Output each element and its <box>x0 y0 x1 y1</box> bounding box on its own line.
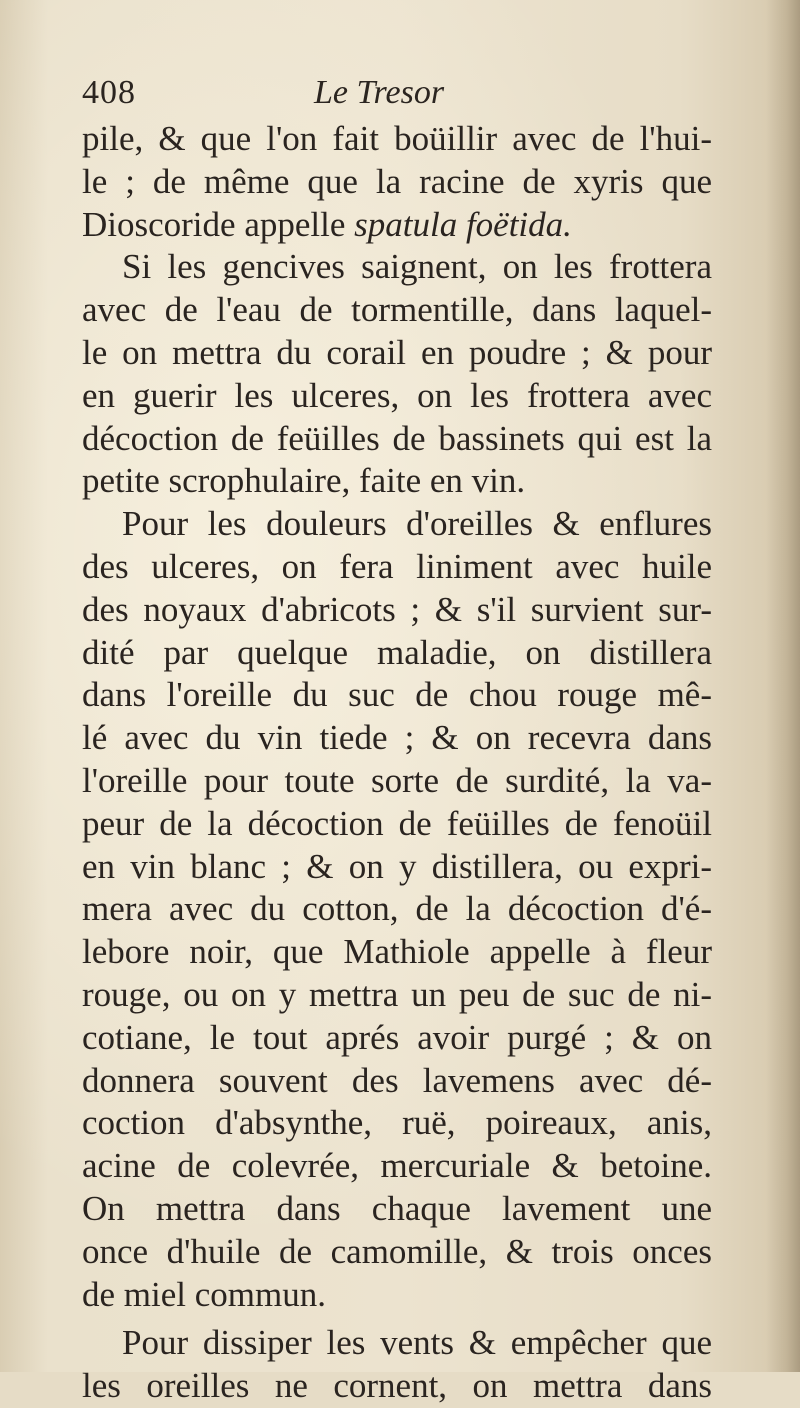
text-line: avec de l'eau de tormentille, dans laquel- <box>82 290 712 330</box>
text-line: peur de la décoction de feüilles de fenoüil <box>82 803 712 843</box>
text-line: lebore noir, que Mathiole appelle à fleur <box>82 932 712 972</box>
text-line: cotiane, le tout aprés avoir purgé ; & on <box>82 1017 712 1057</box>
text-line: rouge, ou on y mettra un peu de suc de ni- <box>82 974 712 1014</box>
text-line: mera avec du cotton, de la décoction d'é- <box>82 889 712 929</box>
text-line: dans l'oreille du suc de chou rouge mê- <box>82 675 712 715</box>
text-line: des noyaux d'abricots ; & s'il survient sur- <box>82 589 712 629</box>
text-line: lé avec du vin tiede ; & on recevra dans <box>82 718 712 758</box>
text-line: le on mettra du corail en poudre ; & pour <box>82 332 712 372</box>
text-line: once d'huile de camomille, & trois onces <box>82 1231 712 1271</box>
page-gutter-shadow <box>766 0 800 1372</box>
text-line: des ulceres, on fera liniment avec huile <box>82 546 712 586</box>
text-line: dité par quelque maladie, on distillera <box>82 632 712 672</box>
text-line: coction d'absynthe, ruë, poireaux, anis, <box>82 1103 712 1143</box>
italic-phrase: spatula foëtida. <box>354 204 572 244</box>
text-line: les oreilles ne cornent, on mettra dans <box>82 1366 712 1406</box>
paragraph-last-line: petite scrophulaire, faite en vin. <box>82 461 526 501</box>
paragraph-first-line: Pour dissiper les vents & empêcher que <box>122 1323 712 1363</box>
text-line: On mettra dans chaque lavement une <box>82 1188 712 1228</box>
page-header <box>82 72 722 122</box>
text-line: acine de colevrée, mercuriale & betoine. <box>82 1146 712 1186</box>
body-text <box>82 118 712 1408</box>
page-number: 408 <box>82 74 136 111</box>
paragraph-last-line: de miel commun. <box>82 1274 326 1314</box>
text-line: pile, & que l'on fait boüillir avec de l'hui- <box>82 119 712 158</box>
paragraph-first-line: Pour les douleurs d'oreilles & enflures <box>122 504 712 544</box>
text-line: le ; de même que la racine de xyris que <box>82 161 712 201</box>
paragraph-first-line: Si les gencives saignent, on les frottera <box>122 247 712 287</box>
text-line: l'oreille pour toute sorte de surdité, la va- <box>82 760 712 800</box>
text-line: donnera souvent des lavemens avec dé- <box>82 1060 712 1100</box>
text-line <box>82 204 712 247</box>
running-title: Le Tresor <box>314 74 445 111</box>
text-line: en vin blanc ; & on y distillera, ou expri- <box>82 846 712 886</box>
text-line: décoction de feüilles de bassinets qui est la <box>82 418 712 458</box>
text-line-start: Dioscoride appelle <box>82 204 355 244</box>
text-line: en guerir les ulceres, on les frottera avec <box>82 375 712 415</box>
